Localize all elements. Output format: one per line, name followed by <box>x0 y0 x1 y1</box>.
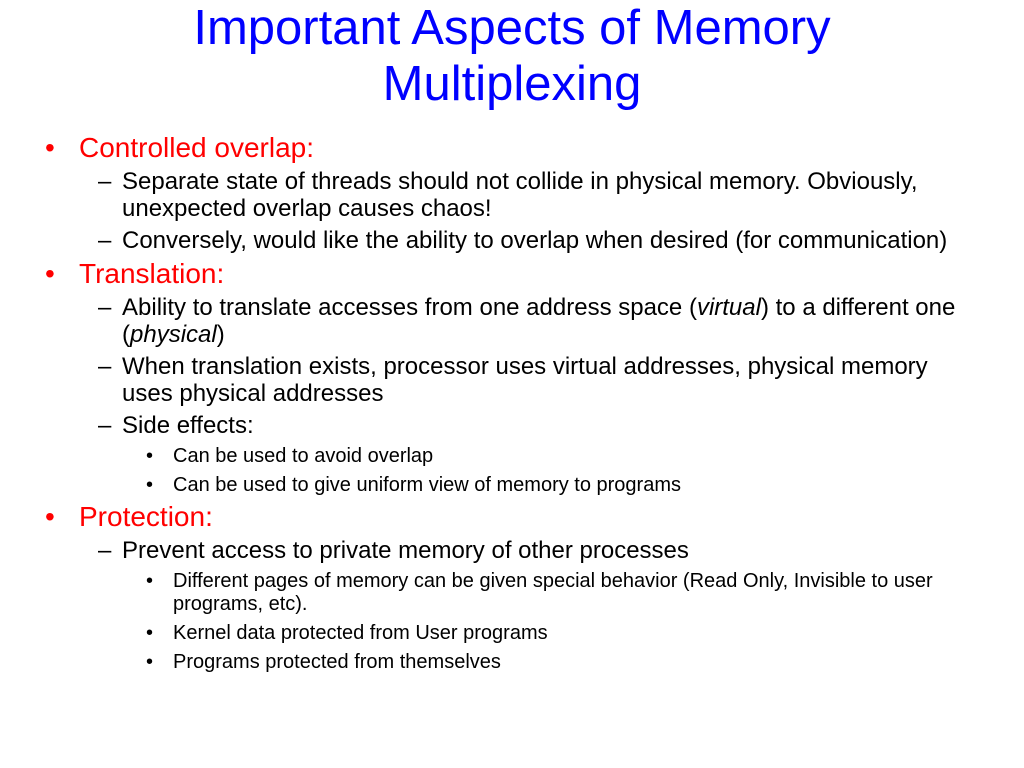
sub-sub-item <box>146 474 973 497</box>
bullet-translation <box>45 258 959 289</box>
sub-item-text: When translation exists, processor uses virtual addresses, physical memory uses physical addresses <box>122 353 928 407</box>
sub-item-text: Side effects: <box>122 412 254 439</box>
sub-item-text-part: ) <box>216 321 225 348</box>
sub-item <box>98 353 972 407</box>
bullet-icon: • <box>146 651 154 673</box>
sub-sub-item-text: Can be used to give uniform view of memory to programs <box>173 474 681 496</box>
bullet-icon: • <box>146 622 154 644</box>
section-heading: Protection: <box>79 501 213 532</box>
bullet-protection <box>45 501 959 532</box>
sub-item <box>98 294 972 348</box>
sub-sub-item <box>146 445 973 468</box>
slide-body <box>0 128 1024 674</box>
bullet-icon: • <box>45 501 55 532</box>
sub-item-text-part: ) to a different one ( <box>122 294 956 348</box>
title-line-1: Important Aspects of Memory <box>193 1 831 55</box>
dash-icon: – <box>98 353 112 380</box>
sub-item <box>98 168 972 222</box>
bullet-icon: • <box>146 474 154 496</box>
bullet-icon: • <box>146 570 154 592</box>
bullet-controlled-overlap <box>45 132 959 163</box>
sub-item <box>98 412 972 439</box>
sub-sub-item <box>146 651 973 674</box>
dash-icon: – <box>98 537 112 564</box>
sub-item <box>98 537 972 564</box>
sub-item-text: Conversely, would like the ability to overlap when desired (for communication) <box>122 227 948 254</box>
sub-sub-item-text: Can be used to avoid overlap <box>173 445 434 467</box>
section-heading: Translation: <box>79 258 225 289</box>
title-line-2: Multiplexing <box>382 57 642 111</box>
dash-icon: – <box>98 412 112 439</box>
bullet-icon: • <box>45 258 55 289</box>
bullet-icon: • <box>146 445 154 467</box>
sub-item <box>98 227 972 254</box>
sub-item-text-part: Ability to translate accesses from one address space ( <box>122 294 697 321</box>
slide-title <box>60 0 964 112</box>
bullet-icon: • <box>45 132 55 163</box>
sub-sub-item <box>146 622 973 645</box>
physical-term: physical <box>130 321 217 348</box>
virtual-term: virtual <box>696 294 761 321</box>
sub-sub-item-text: Kernel data protected from User programs <box>173 622 548 644</box>
dash-icon: – <box>98 168 112 195</box>
sub-sub-item-text: Programs protected from themselves <box>173 651 501 673</box>
sub-sub-item <box>146 570 973 616</box>
dash-icon: – <box>98 294 112 321</box>
sub-sub-item-text: Different pages of memory can be given special behavior (Read Only, Invisible to user programs, etc). <box>173 570 933 615</box>
sub-item-text: Separate state of threads should not collide in physical memory. Obviously, unexpected overlap causes chaos! <box>122 168 918 222</box>
dash-icon: – <box>98 227 112 254</box>
section-heading: Controlled overlap: <box>79 132 315 163</box>
sub-item-text: Prevent access to private memory of other processes <box>122 537 689 564</box>
